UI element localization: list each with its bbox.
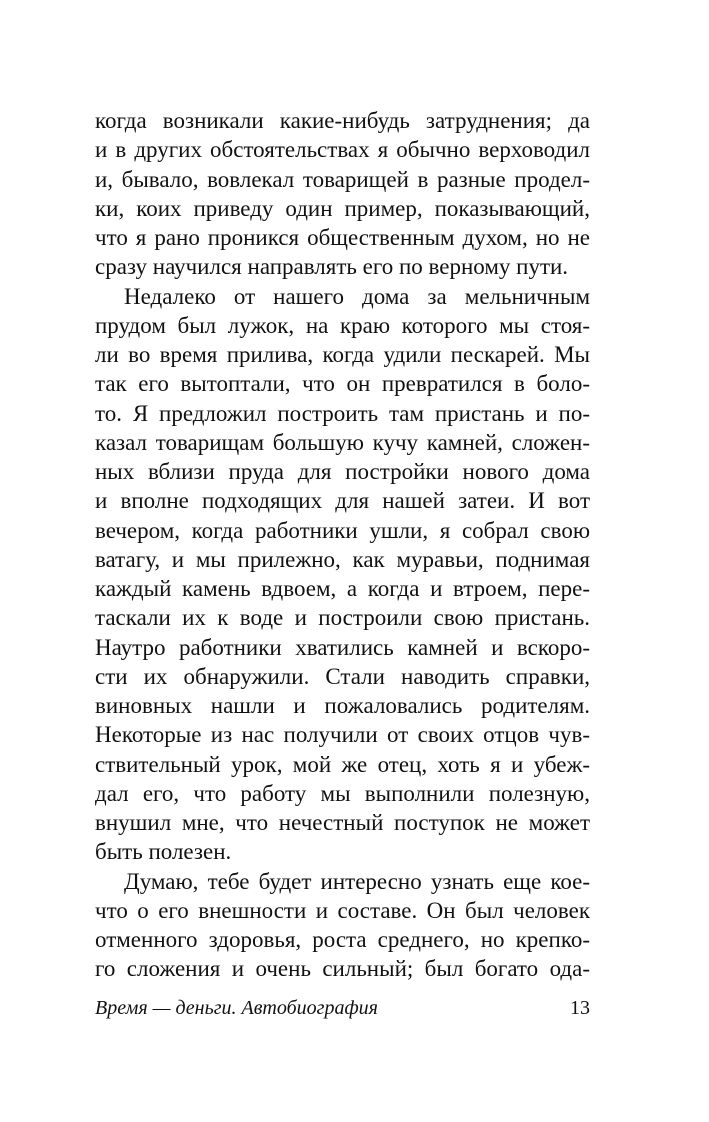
text-line: и в других обстоятельствах я обычно верховодил: [95, 137, 590, 163]
text-line: и, бывало, вовлекал товарищей в разные продел-: [95, 166, 590, 192]
text-line: Недалеко от нашего дома за мельничным: [124, 283, 590, 309]
text-line: ных вблизи пруда для постройки нового дома: [95, 459, 590, 484]
text-line: так его вытоптали, что он превратился в боло-: [95, 371, 590, 397]
text-line: и вполне подходящих для нашей затеи. И вот: [95, 488, 590, 514]
text-line: то. Я предложил построить там пристань и по-: [95, 400, 590, 426]
text-line: ствительный урок, мой же отец, хоть я и убеж-: [95, 751, 590, 777]
page-footer: [95, 997, 590, 1023]
text-line: вечером, когда работники ушли, я собрал свою: [95, 517, 590, 543]
page-number: 13: [570, 997, 590, 1019]
text-line: Думаю, тебе будет интересно узнать еще кое-: [124, 868, 590, 894]
text-line: казал товарищам большую кучу камней, сложен-: [95, 429, 590, 455]
text-line: сти их обнаружили. Стали наводить справки,: [95, 663, 590, 689]
running-title: Время — деньги. Автобиография: [95, 997, 378, 1019]
text-line: ки, коих приведу один пример, показывающий,: [95, 195, 590, 221]
text-line: Наутро работники хватились камней и вскоро-: [95, 634, 590, 660]
text-line: Некоторые из нас получили от своих отцов чув-: [95, 722, 590, 748]
text-line: го сложения и очень сильный; был богато ода-: [95, 956, 590, 982]
text-line: сразу научился направлять его по верному пути.: [95, 254, 569, 280]
text-line: виновных нашли и пожаловались родителям.: [95, 693, 590, 718]
text-line: ватагу, и мы прилежно, как муравьи, поднимая: [95, 546, 590, 572]
text-line: что о его внешности и составе. Он был человек: [95, 897, 590, 923]
text-line: прудом был лужок, на краю которого мы стоя-: [95, 312, 590, 338]
text-line: внушил мне, что нечестный поступок не может: [95, 810, 590, 835]
text-line: дал его, что работу мы выполнили полезную,: [95, 780, 590, 806]
text-line: отменного здоровья, роста среднего, но крепко-: [95, 927, 590, 952]
text-line: быть полезен.: [95, 839, 232, 865]
text-line: ли во время прилива, когда удили пескарей. Мы: [95, 342, 590, 367]
text-line: когда возникали какие-нибудь затруднения; да: [95, 108, 590, 133]
text-line: таскали их к воде и построили свою пристань.: [95, 605, 590, 631]
text-line: что я рано проникся общественным духом, но не: [95, 225, 590, 250]
text-line: каждый камень вдвоем, а когда и втроем, пере-: [95, 576, 590, 601]
body-text: [95, 106, 590, 984]
